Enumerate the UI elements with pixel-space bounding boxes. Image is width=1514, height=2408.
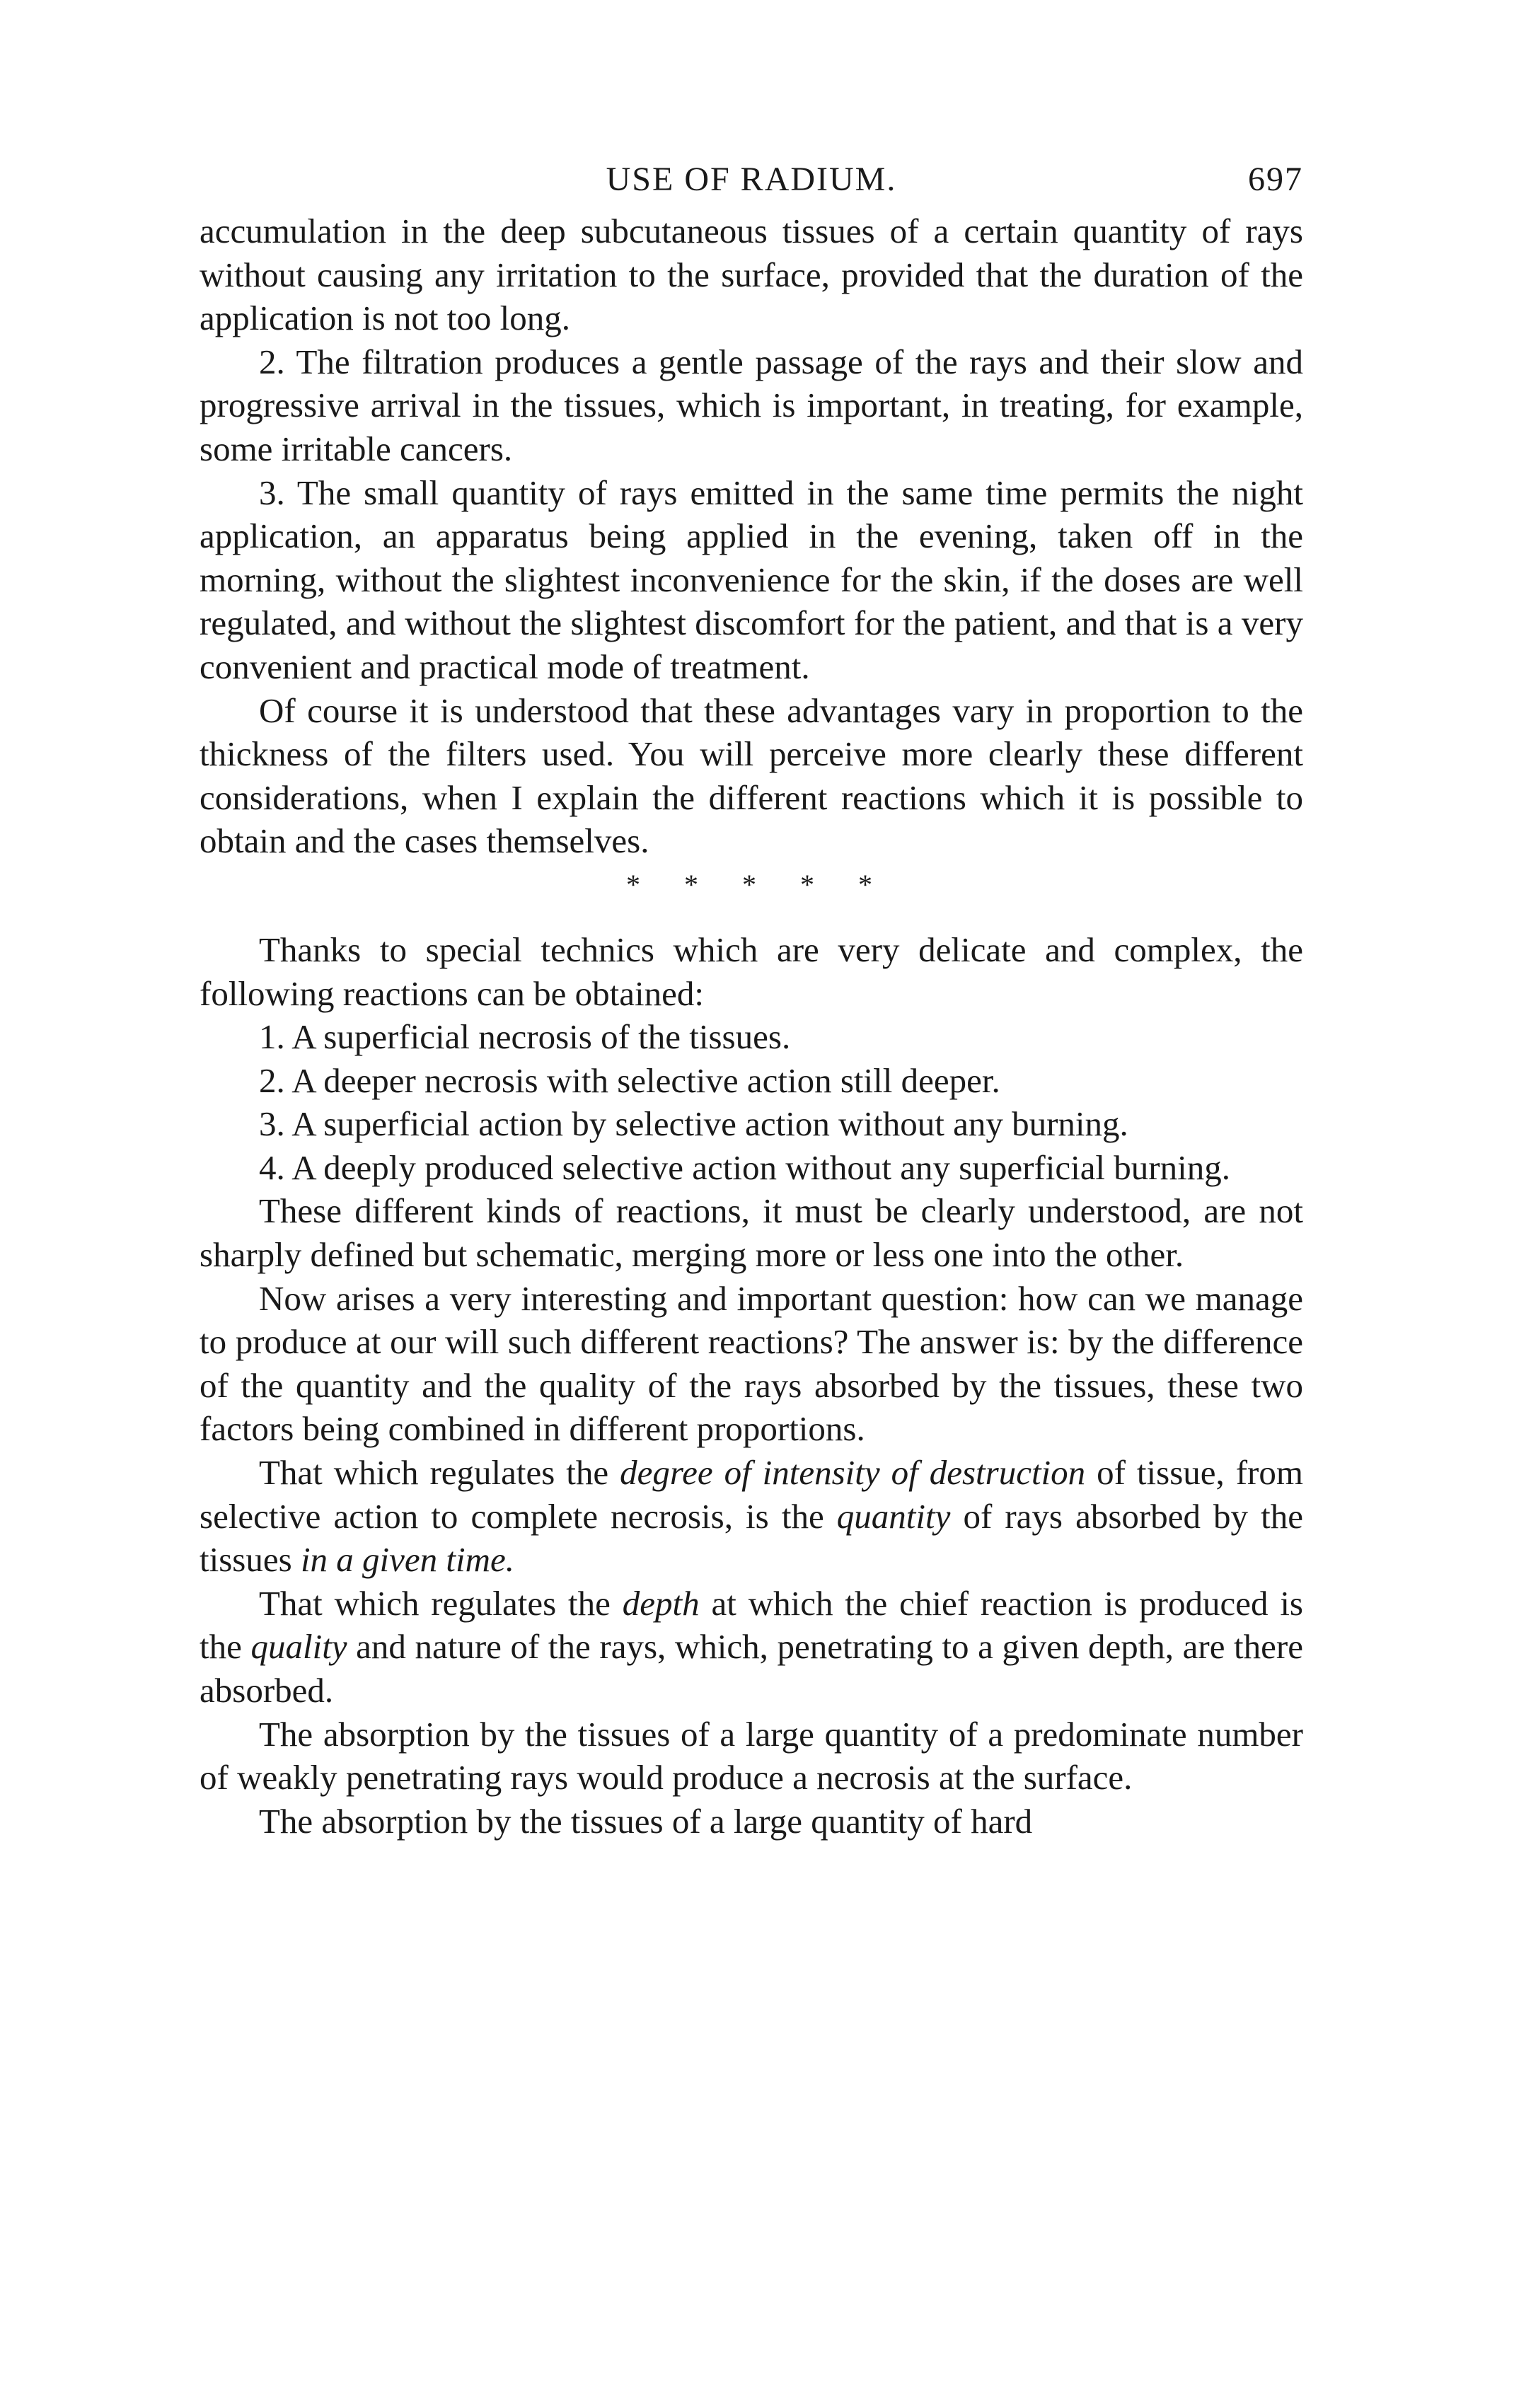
italic-phrase: depth <box>622 1583 700 1623</box>
text-run: 4. A deeply produced selective action without any superficial burning. <box>259 1147 1230 1187</box>
italic-phrase: in a given time. <box>300 1540 515 1580</box>
italic-phrase: quality <box>250 1627 347 1667</box>
italic-phrase: degree of intensity of destruction <box>620 1453 1086 1493</box>
running-title: USE OF RADIUM. <box>606 161 897 198</box>
section-separator: * * * * * <box>626 868 877 901</box>
text-run: of tissue, from selective action to complete necrosis, is the <box>200 1453 1303 1536</box>
text-run: The absorption by the tissues of a large quantity of a predominate number of weakly penetrating rays would produce a necrosis at the surface. <box>200 1714 1303 1798</box>
text-run: These different kinds of reactions, it must be clearly understood, are not sharply defined but schematic, merging more or less one into the other. <box>200 1191 1303 1275</box>
book-page <box>200 160 1303 1843</box>
paragraph <box>200 471 1303 689</box>
paragraph <box>200 1582 1303 1713</box>
paragraph <box>200 209 1303 340</box>
paragraph <box>200 1189 1303 1276</box>
paragraph <box>200 1800 1303 1843</box>
text-run: 1. A superficial necrosis of the tissues. <box>259 1017 791 1057</box>
text-run: Now arises a very interesting and important question: how can we manage to produce at our will such different reactions? The answer is: by the difference of the quantity and the quality of the rays absorbed by the tissues, these two factors being combined in different proportions. <box>200 1278 1303 1449</box>
paragraph <box>200 1451 1303 1582</box>
text-run: The absorption by the tissues of a large quantity of hard <box>259 1801 1033 1841</box>
body-text <box>200 209 1303 1843</box>
paragraph <box>200 1059 1303 1103</box>
paragraph <box>200 928 1303 1015</box>
text-run: Of course it is understood that these advantages vary in proportion to the thickness of the filters used. You will perceive more clearly these different considerations, when I explain the different reactions which it is possible to obtain and the cases themselves. <box>200 690 1303 861</box>
italic-phrase: quantity <box>836 1496 951 1536</box>
paragraph <box>200 1015 1303 1059</box>
text-run: 3. The small quantity of rays emitted in the same time permits the night application, an apparatus being applied in the evening, taken off in the morning, without the slightest inconvenience for the skin, if the doses are well regulated, and without the slightest discomfort for the patient, and that is a very convenient and practical mode of treatment. <box>200 473 1303 686</box>
page-number: 697 <box>1248 161 1303 198</box>
text-run: of rays absorbed by the tissues <box>200 1496 1303 1580</box>
text-run: at which the chief reaction is produced is the <box>200 1583 1304 1667</box>
paragraph <box>200 1102 1303 1146</box>
running-header <box>200 160 1303 209</box>
paragraph <box>200 340 1303 471</box>
text-run: That which regulates the <box>259 1453 620 1493</box>
paragraph <box>200 1277 1303 1451</box>
text-run: Thanks to special technics which are very delicate and complex, the following reactions can be obtained: <box>200 930 1303 1013</box>
text-run: 2. The filtration produces a gentle passage of the rays and their slow and progressive arrival in the tissues, which is important, in treating, for example, some irritable cancers. <box>200 342 1303 468</box>
text-run: accumulation in the deep subcutaneous tissues of a certain quantity of rays without causing any irritation to the surface, provided that the duration of the application is not too long. <box>200 212 1303 338</box>
paragraph <box>200 689 1303 863</box>
paragraph <box>200 1713 1303 1800</box>
text-run: That which regulates the <box>259 1583 623 1623</box>
text-run: and nature of the rays, which, penetrating to a given depth, are there absorbed. <box>200 1627 1303 1710</box>
text-run: 2. A deeper necrosis with selective action still deeper. <box>259 1060 1000 1100</box>
paragraph <box>200 1146 1303 1190</box>
text-run: 3. A superficial action by selective action without any burning. <box>259 1104 1128 1144</box>
